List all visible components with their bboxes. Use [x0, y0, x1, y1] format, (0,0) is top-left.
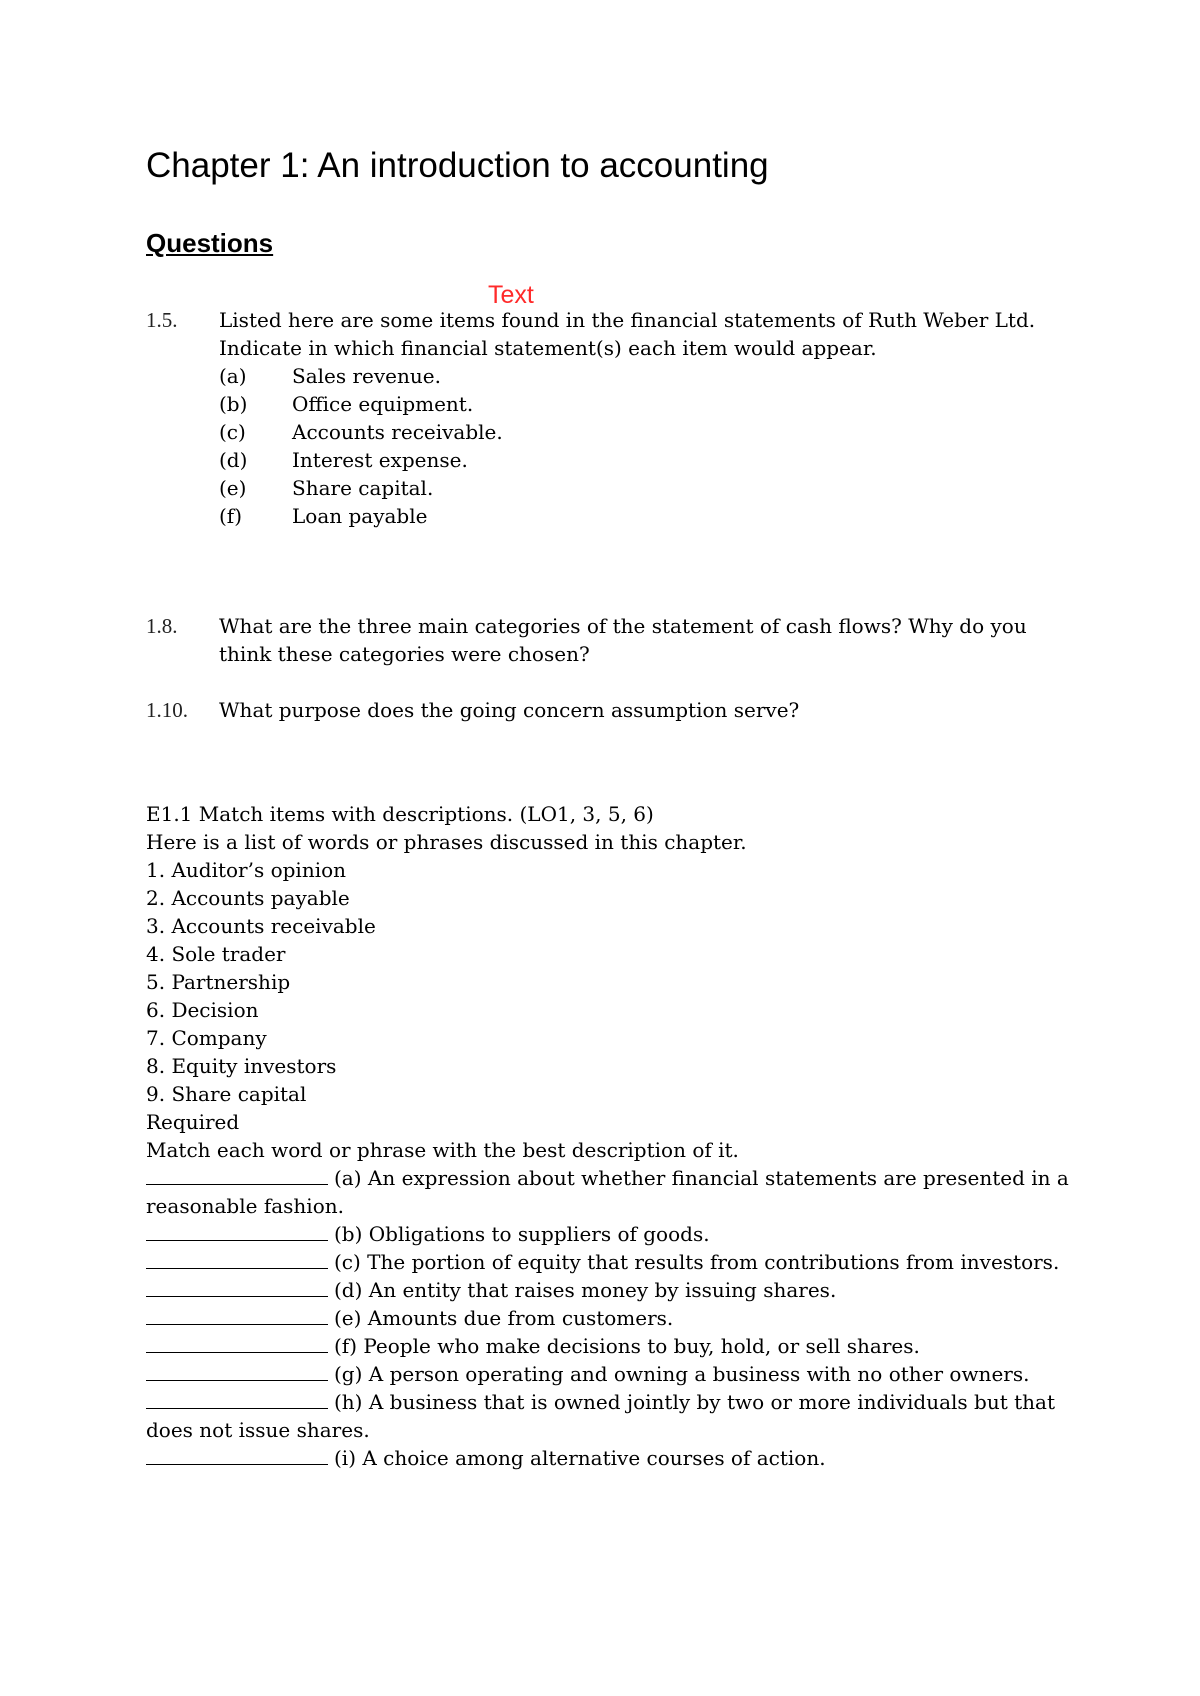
- answer-blank[interactable]: [146, 1165, 328, 1185]
- exercise-e1-1: [146, 800, 1086, 1472]
- text-annotation: Text: [488, 281, 534, 309]
- item-label: (d): [219, 448, 248, 472]
- exercise-intro: Here is a list of words or phrases discussed in this chapter.: [146, 830, 747, 854]
- answer-blank[interactable]: [146, 1445, 328, 1465]
- exercise-title: E1.1 Match items with descriptions. (LO1, 3, 5, 6): [146, 802, 654, 826]
- list-item: [219, 446, 1076, 474]
- description-text: (h) A business that is owned jointly by two or more individuals but that does not issue shares.: [146, 1390, 1055, 1442]
- item-label: (e): [219, 476, 247, 500]
- description-text: (i) A choice among alternative courses of action.: [334, 1446, 826, 1470]
- term-item: 5. Partnership: [146, 970, 291, 994]
- description-item: [146, 1360, 1086, 1388]
- description-item: [146, 1220, 1086, 1248]
- list-item: [219, 390, 1076, 418]
- list-item: [219, 418, 1076, 446]
- term-item: 7. Company: [146, 1026, 267, 1050]
- description-item: [146, 1332, 1086, 1360]
- item-text: Interest expense.: [292, 448, 468, 472]
- required-label: Required: [146, 1110, 240, 1134]
- description-text: (g) A person operating and owning a business with no other owners.: [334, 1362, 1030, 1386]
- description-item: [146, 1444, 1086, 1472]
- question-number: 1.5.: [146, 308, 178, 332]
- answer-blank[interactable]: [146, 1305, 328, 1325]
- description-text: (b) Obligations to suppliers of goods.: [334, 1222, 710, 1246]
- answer-blank[interactable]: [146, 1249, 328, 1269]
- description-item: [146, 1304, 1086, 1332]
- question-text: Listed here are some items found in the financial statements of Ruth Weber Ltd. Indicate in which financial statement(s) each item would appear.: [219, 308, 1036, 360]
- term-item: 4. Sole trader: [146, 942, 286, 966]
- term-item: 8. Equity investors: [146, 1054, 337, 1078]
- list-item: [219, 362, 1076, 390]
- question-number: 1.10.: [146, 698, 188, 722]
- item-label: (a): [219, 364, 247, 388]
- term-item: 9. Share capital: [146, 1082, 307, 1106]
- description-text: (c) The portion of equity that results from contributions from investors.: [334, 1250, 1060, 1274]
- instruction: Match each word or phrase with the best description of it.: [146, 1138, 739, 1162]
- item-text: Share capital.: [292, 476, 434, 500]
- description-item: [146, 1164, 1086, 1220]
- question-text: What purpose does the going concern assumption serve?: [219, 698, 800, 722]
- answer-blank[interactable]: [146, 1221, 328, 1241]
- question-1-5: [146, 306, 1076, 530]
- item-text: Office equipment.: [292, 392, 474, 416]
- term-item: 1. Auditor’s opinion: [146, 858, 347, 882]
- description-text: (f) People who make decisions to buy, hold, or sell shares.: [334, 1334, 920, 1358]
- description-item: [146, 1388, 1086, 1444]
- list-item: [219, 502, 1076, 530]
- answer-blank[interactable]: [146, 1389, 328, 1409]
- description-text: (d) An entity that raises money by issuing shares.: [334, 1278, 837, 1302]
- description-item: [146, 1248, 1086, 1276]
- item-label: (f): [219, 504, 243, 528]
- item-text: Sales revenue.: [292, 364, 441, 388]
- question-1-10: [146, 696, 1076, 724]
- term-item: 6. Decision: [146, 998, 259, 1022]
- question-text: What are the three main categories of the statement of cash flows? Why do you think these categories were chosen?: [219, 614, 1027, 666]
- question-number: 1.8.: [146, 614, 178, 638]
- item-text: Accounts receivable.: [292, 420, 503, 444]
- answer-blank[interactable]: [146, 1277, 328, 1297]
- section-heading: Questions: [146, 228, 274, 258]
- description-text: (a) An expression about whether financial statements are presented in a reasonable fashion.: [146, 1166, 1069, 1218]
- description-item: [146, 1276, 1086, 1304]
- term-item: 3. Accounts receivable: [146, 914, 376, 938]
- item-label: (c): [219, 420, 246, 444]
- chapter-title: Chapter 1: An introduction to accounting: [146, 146, 769, 185]
- answer-blank[interactable]: [146, 1333, 328, 1353]
- answer-blank[interactable]: [146, 1361, 328, 1381]
- description-text: (e) Amounts due from customers.: [334, 1306, 674, 1330]
- list-item: [219, 474, 1076, 502]
- item-label: (b): [219, 392, 248, 416]
- term-item: 2. Accounts payable: [146, 886, 350, 910]
- question-1-8: [146, 612, 1076, 668]
- item-text: Loan payable: [292, 504, 428, 528]
